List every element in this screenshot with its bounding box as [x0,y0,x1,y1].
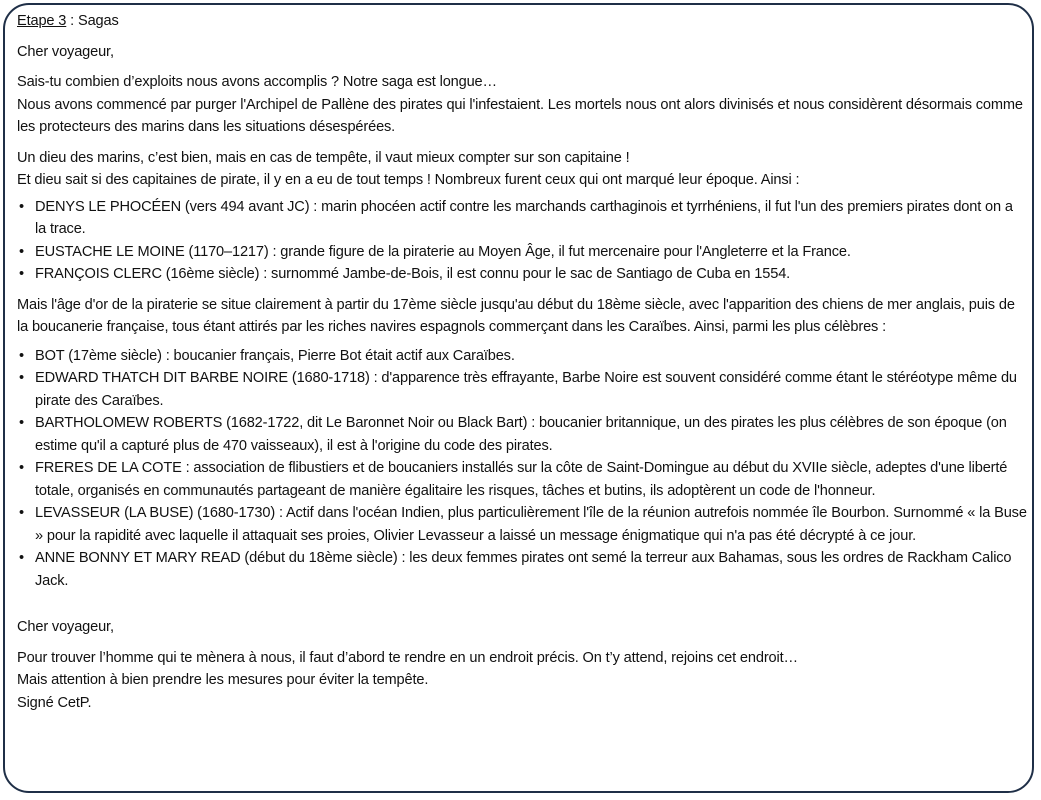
bullet-icon: • [19,550,24,566]
list-item [17,196,1027,241]
paragraph2-line-2: Et dieu sait si des capitaines de pirate, il y en a eu de tout temps ! Nombreux furent ceux qui ont marqué leur époque. Ainsi : [17,172,800,188]
title-separator: : [66,13,78,29]
pirate-entry: FRERES DE LA COTE : association de flibustiers et de boucaniers installés sur la côte de Saint-Domingue au début du XVIIe siècle, adeptes d'une liberté totale, organisés en communautés partageant de manière égalitaire les risques, tâches et butins, ils adoptèrent un code de l'honneur. [35,460,1008,499]
pirate-entry: EUSTACHE LE MOINE (1170–1217) : grande figure de la piraterie au Moyen Âge, il fut mercenaire pour l'Angleterre et la France. [35,243,851,260]
signature: Signé CetP. [17,694,92,711]
spacer [17,286,1027,294]
closing-line-1: Pour trouver l’homme qui te mènera à nous, il faut d’abord te rendre en un endroit précis. On t’y attend, rejoins cet endroit… [17,649,798,666]
greeting: Cher voyageur, [17,43,114,60]
list-item [17,457,1027,502]
pirate-entry: LEVASSEUR (LA BUSE) (1680-1730) : Actif dans l'océan Indien, plus particulièrement l'île de la réunion autrefois nommée île Bourbon. Surnommé « la Buse » pour la rapidité avec laquelle il attaquait ses proies, Olivier Levasseur a laissé un message énigmatique qui n'a pas été décrypté à ce jour. [35,505,1027,544]
pirate-entry: ANNE BONNY ET MARY READ (début du 18ème siècle) : les deux femmes pirates ont semé la terreur aux Bahamas, sous les ordres de Rackham Calico Jack. [35,550,1012,589]
bullet-icon: • [19,460,24,476]
bullet-icon: • [19,347,24,364]
pirate-entry: DENYS LE PHOCÉEN (vers 494 avant JC) : marin phocéen actif contre les marchands carthaginois et tyrrhéniens, il fut l'un des premiers pirates dont on a la trace. [35,198,1013,237]
paragraph2-line-1: Un dieu des marins, c’est bien, mais en cas de tempête, il vaut mieux compter sur son capitaine ! [17,149,630,166]
list-item [17,412,1027,457]
closing-greeting: Cher voyageur, [17,619,114,635]
spacer [17,33,1027,41]
spacer [17,639,1027,647]
intro-line-1: Sais-tu combien d’exploits nous avons accomplis ? Notre saga est longue… [17,74,497,90]
bullet-icon: • [19,415,24,431]
bullet-icon: • [19,266,24,282]
paragraph3: Mais l'âge d'or de la piraterie se situe clairement à partir du 17ème siècle jusqu'au début du 18ème siècle, avec l'apparition des chiens de mer anglais, puis de la boucanerie française, tous étant attirés par les riches navires espagnols commerçant dans les Caraïbes. Ainsi, parmi les plus célèbres : [17,296,1015,335]
list-item [17,263,1027,286]
bullet-icon: • [19,243,24,260]
bullet-icon: • [19,198,24,215]
spacer [17,63,1027,71]
list-item [17,502,1027,547]
spacer [17,139,1027,147]
pirate-entry: FRANÇOIS CLERC (16ème siècle) : surnommé Jambe-de-Bois, il est connu pour le sac de Santiago de Cuba en 1554. [35,266,791,282]
bullet-icon: • [19,505,24,521]
early-pirates-list [17,196,1027,286]
letter-content [17,10,1027,714]
pirate-entry: EDWARD THATCH DIT BARBE NOIRE (1680-1718) : d'apparence très effrayante, Barbe Noire est souvent considéré comme étant le stéréotype même du pirate des Caraïbes. [35,370,1017,409]
closing-line-2: Mais attention à bien prendre les mesures pour éviter la tempête. [17,672,429,688]
step-label: Etape 3 [17,13,67,29]
bullet-icon: • [19,370,24,386]
list-item [17,345,1027,368]
page-title [17,10,1027,33]
golden-age-pirates-list [17,345,1027,593]
list-item [17,547,1027,592]
intro-line-2: Nous avons commencé par purger l'Archipel de Pallène des pirates qui l'infestaient. Les mortels nous ont alors divinisés et nous considèrent désormais comme les protecteurs des marins dans les situations désespérées. [17,96,1023,135]
step-title: Sagas [77,13,119,29]
list-item [17,241,1027,264]
list-item [17,367,1027,412]
pirate-entry: BOT (17ème siècle) : boucanier français, Pierre Bot était actif aux Caraïbes. [35,347,515,364]
spacer [17,592,1027,616]
pirate-entry: BARTHOLOMEW ROBERTS (1682-1722, dit Le Baronnet Noir ou Black Bart) : boucanier britannique, un des pirates les plus célèbres de son époque (on estime qu'il a capturé plus de 470 vaisseaux), il est à l'origine du code des pirates. [35,415,1007,454]
